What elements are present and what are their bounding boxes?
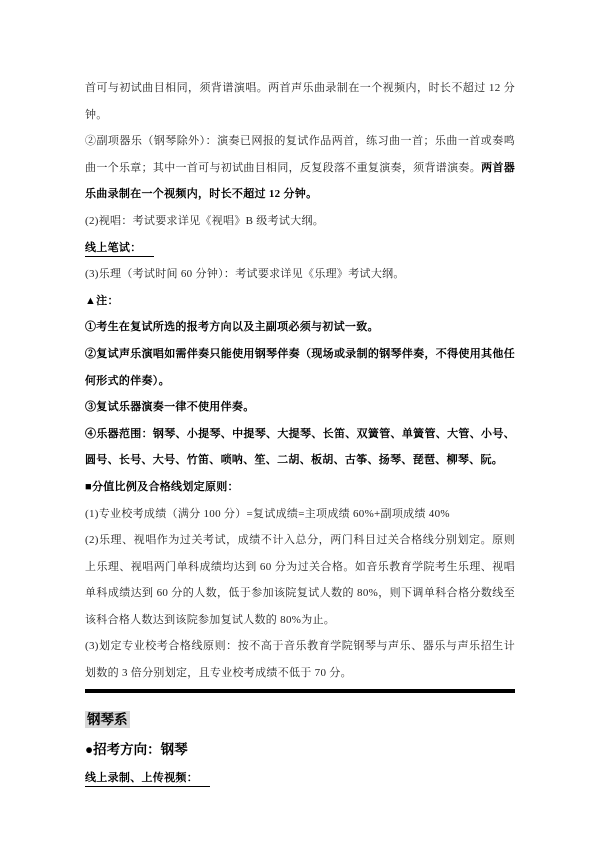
section-divider bbox=[85, 689, 515, 693]
heading-recruitment-direction: ●招考方向：钢琴 bbox=[85, 741, 188, 757]
paragraph-secondary-instrument-bold: 两首器乐曲录制在一个视频内，时长不超过 12 分钟。 bbox=[85, 161, 515, 201]
heading-online-video bbox=[85, 765, 515, 792]
score-item-2: (2)乐理、视唱作为过关考试，成绩不计入总分，两门科目过关合格线分别划定。原则上乐理、视唱两门单科成绩均达到 60 分为过关合格。如音乐教育学院考生乐理、视唱单科成绩达到 60 分的人数，低于参加该院复试人数的 80%，则下调单科合格分数线至该科合格人数达到该院参加复试人数的 80%为止。 bbox=[85, 534, 515, 626]
heading-notes: ▲注： bbox=[85, 294, 119, 307]
piano-department-highlight: 钢琴系 bbox=[87, 711, 128, 727]
score-item-1: (1)专业校考成绩（满分 100 分）=复试成绩=主项成绩 60%+副项成绩 40% bbox=[85, 507, 450, 520]
note-item-2: ②复试声乐演唱如需伴奏只能使用钢琴伴奏（现场或录制的钢琴伴奏，不得使用其他任何形式的伴奏）。 bbox=[85, 347, 515, 387]
paragraph-secondary-instrument bbox=[85, 128, 515, 208]
note-item-1: ①考生在复试所选的报考方向以及主副项必须与初试一致。 bbox=[85, 321, 379, 334]
paragraph-secondary-instrument-text: ②副项器乐（钢琴除外）：演奏已网报的复试作品两首，练习曲一首；乐曲一首或奏鸣曲一个乐章；其中一首可与初试曲目相同，反复段落不重复演奏，须背谱演奏。 bbox=[85, 135, 515, 174]
heading-online-written-test-label: 线上笔试： bbox=[85, 241, 154, 257]
heading-online-written-test bbox=[85, 235, 515, 262]
note-item-3: ③复试乐器演奏一律不使用伴奏。 bbox=[85, 401, 255, 414]
heading-online-video-label: 线上录制、上传视频： bbox=[85, 771, 210, 787]
paragraph-music-theory: (3)乐理（考试时间 60 分钟）：考试要求详见《乐理》考试大纲。 bbox=[85, 268, 405, 281]
paragraph-vocal-continuation: 首可与初试曲目相同，须背谱演唱。两首声乐曲录制在一个视频内，时长不超过 12 分钟。 bbox=[85, 82, 515, 121]
heading-piano-department bbox=[85, 705, 515, 735]
score-item-3: (3)划定专业校考合格线原则：按不高于音乐教育学院钢琴与声乐、器乐与声乐招生计划数的 3 倍分别划定，且专业校考成绩不低于 70 分。 bbox=[85, 640, 515, 680]
note-item-4: ④乐器范围：钢琴、小提琴、中提琴、大提琴、长笛、双簧管、单簧管、大管、小号、圆号、长号、大号、竹笛、唢呐、笙、二胡、板胡、古筝、扬琴、琵琶、柳琴、阮。 bbox=[85, 427, 515, 467]
heading-score-ratio: ■分值比例及合格线划定原则： bbox=[85, 480, 239, 493]
paragraph-sight-singing: (2)视唱：考试要求详见《视唱》B 级考试大纲。 bbox=[85, 214, 325, 227]
